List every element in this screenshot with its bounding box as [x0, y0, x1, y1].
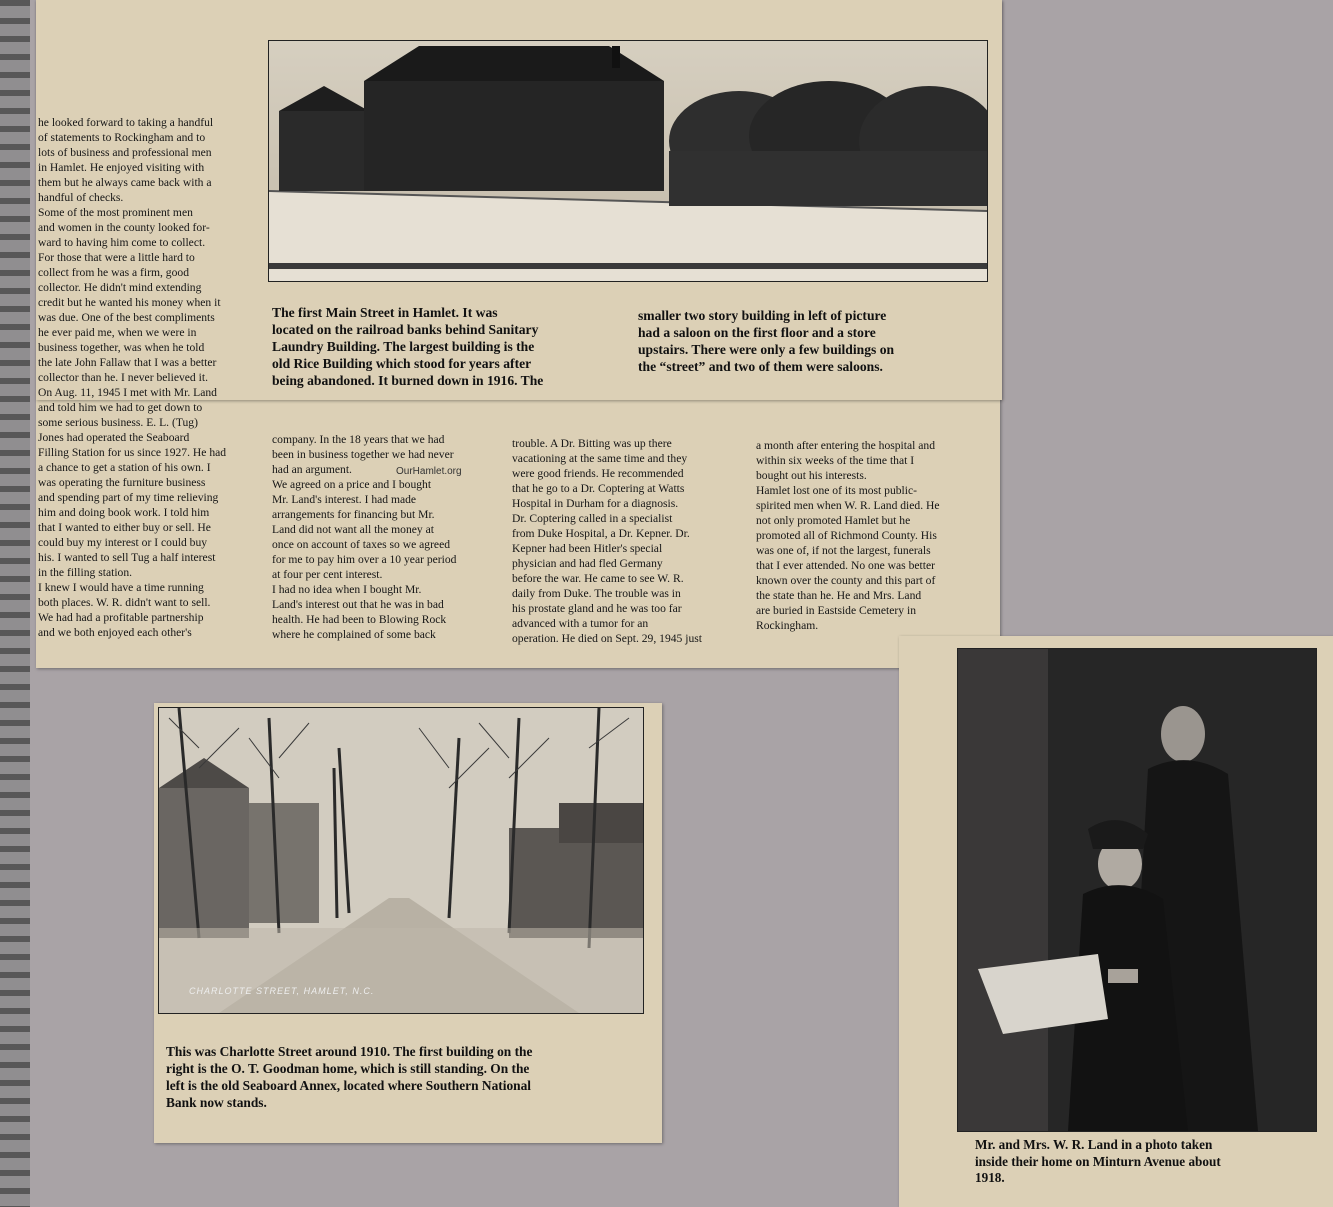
land-couple-caption: Mr. and Mrs. W. R. Land in a photo taken inside their home on Minturn Avenue about 1918. [975, 1137, 1221, 1185]
land-couple-photo [957, 648, 1317, 1132]
charlotte-street-photo [158, 707, 644, 1014]
article-column-1: he looked forward to taking a handful of statements to Rockingham and to lots of business and professional men in Hamlet. He enjoyed visiting with them but he always came back with a handful of checks. Some of the most prominent men and women in the county looked for- ward to having him come to collect. For those that were a little hard to collect from he was a firm, good collector. He didn't mind extending credit but he wanted his money when it was due. One of the best compliments he ever paid me, when we were in business together, was when he told the late John Fallaw that I was a better collector than he. I never believed it. On Aug. 11, 1945 I met with Mr. Land and told him we had to get down to some serious business. E. L. (Tug) Jones had operated the Seaboard Filling Station for us since 1927. He had a chance to get a station of his own. I was operating the furniture business and spending part of my time relieving him and doing book work. I told him that I wanted to either buy or sell. He could buy my interest or I could buy his. I wanted to sell Tug a half interest in the filling station. I knew I would have a time running both places. W. R. didn't want to sell. We had had a profitable partnership and we both enjoyed each other's [38, 116, 227, 639]
article-column-3: trouble. A Dr. Bitting was up there vacationing at the same time and they were good friends. He recommended that he go to a Dr. Coptering at Watts Hospital in Durham for a diagnosis. Dr. Coptering called in a specialist from Duke Hospital, a Dr. Kepner. Dr. Kepner had been Hitler's special physician and had fled Germany before the war. He came to see W. R. daily from Duke. The trouble was in his prostate gland and he was too far advanced with a tumor for an operation. He died on Sept. 29, 1945 just [512, 437, 702, 645]
article-column-4: a month after entering the hospital and within six weeks of the time that I bought out his interests. Hamlet lost one of its most public- spirited men when W. R. Land died. He not only promoted Hamlet but he promoted all of Richmond County. His was one of, if not the largest, funerals that I ever attended. No one was better known over the county and this part of the state than he. He and Mrs. Land are buried in Eastside Cemetery in Rockingham. [756, 439, 940, 632]
postcard-label: CHARLOTTE STREET, HAMLET, N.C. [189, 986, 375, 996]
main-street-caption-left: The first Main Street in Hamlet. It was located on the railroad banks behind Sanitary Laundry Building. The largest building is the old Rice Building which stood for years after being abandoned. It burned down in 1916. The [272, 305, 544, 388]
main-street-photo [268, 40, 988, 282]
main-street-caption-right: smaller two story building in left of picture had a saloon on the first floor and a store upstairs. There were only a few buildings on the “street” and two of them were saloons. [638, 308, 895, 374]
article-column-2: company. In the 18 years that we had been in business together we had never had an argument. We agreed on a price and I bought Mr. Land's interest. I had made arrangements for financing but Mr. Land did not want all the money at once on account of taxes so we agreed for me to pay him over a 10 year period at four per cent interest. I had no idea when I bought Mr. Land's interest out that he was in bad health. He had been to Blowing Rock where he complained of some back [272, 433, 457, 641]
binder-rings [0, 0, 30, 1207]
watermark: OurHamlet.org [396, 466, 462, 477]
charlotte-street-caption: This was Charlotte Street around 1910. The first building on the right is the O. T. Goodman home, which is still standing. On the left is the old Seaboard Annex, located where Southern National Bank now stands. [166, 1044, 533, 1110]
